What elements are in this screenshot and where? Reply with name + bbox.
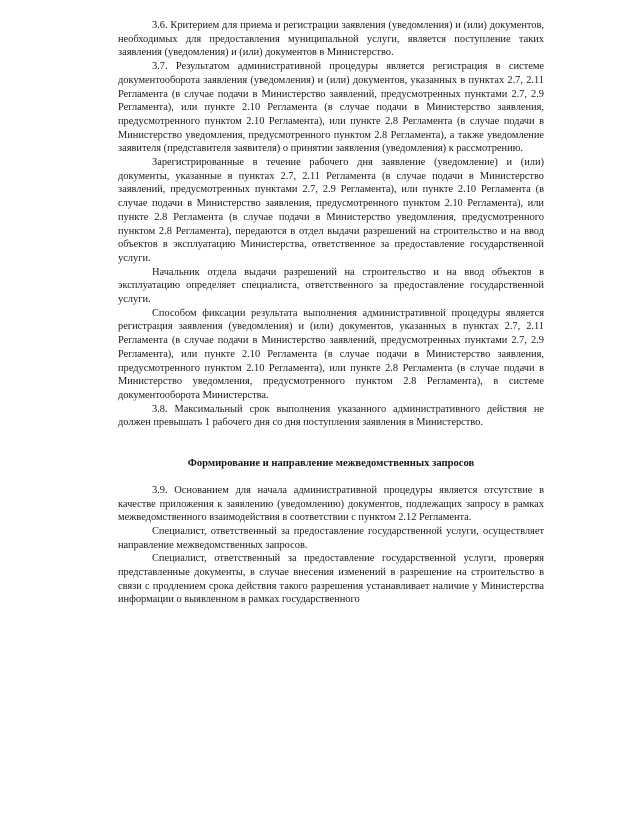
paragraph-department-head: Начальник отдела выдачи разрешений на строительство и на ввод объектов в эксплуатацию определяет специалиста, ответственного за предоставление государственной услуги. bbox=[118, 266, 544, 306]
paragraph-specialist-checks: Специалист, ответственный за предоставление государственной услуги, проверяя представленные документы, в случае внесения изменений в разрешение на строительство в связи с продлением срока действия такого разрешения устанавливает наличие у Министерства информации о выявленном в рамках государственного bbox=[118, 553, 544, 606]
paragraph-fixation-method: Способом фиксации результата выполнения административной процедуры является регистрация заявления (уведомления) и (или) документов, указанных в пунктах 2.7, 2.11 Регламента (в случае подачи в Министерство заявлений, предусмотренных пунктами 2.7, 2.9 Регламента), или пункте 2.10 Регламента (в случае подачи в Министерство заявления, предусмотренного пунктом 2.10 Регламента), или пункте 2.8 Регламента (в случае подачи в Министерство уведомления, предусмотренного пунктом 2.8 Регламента), в системе документооборота Министерства. bbox=[118, 307, 544, 401]
paragraph-3-8: 3.8. Максимальный срок выполнения указанного административного действия не должен превышать 1 рабочего дня со дня поступления заявления в Министерство. bbox=[118, 403, 544, 429]
paragraph-registered-documents: Зарегистрированные в течение рабочего дня заявление (уведомление) и (или) документы, указанные в пунктах 2.7, 2.11 Регламента (в случае подачи в Министерство заявлений, предусмотренных пунктами 2.7, 2.9 Регламента), или пункте 2.10 Регламента (в случае подачи в Министерство заявления, предусмотренного пунктом 2.10 Регламента), или пункте 2.8 Регламента (в случае подачи в Министерство уведомления, предусмотренного пунктом 2.8 Регламента), передаются в отдел выдачи разрешений на строительство и на ввод объектов в эксплуатацию Министерства, ответственное за предоставление государственной услуги. bbox=[118, 157, 544, 264]
paragraph-specialist-requests: Специалист, ответственный за предоставление государственной услуги, осуществляет направление межведомственных запросов. bbox=[118, 525, 544, 551]
paragraph-3-9: 3.9. Основанием для начала административной процедуры является отсутствие в качестве приложения к заявлению (уведомлению) документов, подлежащих запросу в рамках межведомственного взаимодействия в соответствии с пунктом 2.12 Регламента. bbox=[118, 484, 544, 524]
paragraph-3-7: 3.7. Результатом административной процедуры является регистрация в системе документооборота заявления (уведомления) и (или) документов, указанных в пунктах 2.7, 2.11 Регламента (в случае подачи в Министерство заявлений, предусмотренных пунктами 2.7, 2.9 Регламента), или пункте 2.10 Регламента (в случае подачи в Министерство заявления, предусмотренного пунктом 2.10 Регламента), или пункте 2.8 Регламента (в случае подачи в Министерство уведомления, предусмотренного пунктом 2.8 Регламента), а также уведомление заявителя (представителя заявителя) о принятии заявления (уведомления) к рассмотрению. bbox=[118, 61, 544, 155]
paragraph-3-6: 3.6. Критерием для приема и регистрации заявления (уведомления) и (или) документов, необходимых для предоставления муниципальной услуги, является поступление таких заявления (уведомления) и (или) документов в Министерство. bbox=[118, 20, 544, 59]
section-heading: Формирование и направление межведомственных запросов bbox=[187, 458, 475, 470]
